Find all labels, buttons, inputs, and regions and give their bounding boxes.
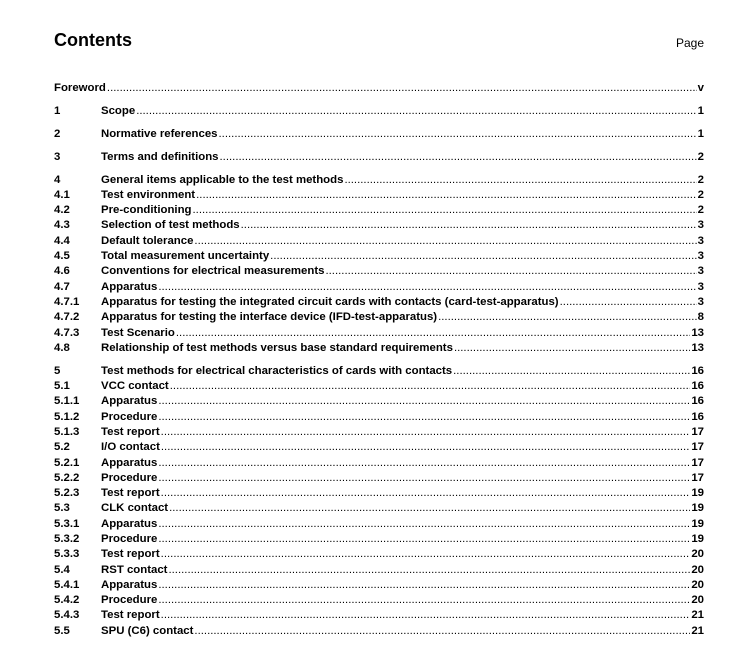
toc-dot-leader xyxy=(196,188,697,203)
toc-entry-title: Apparatus for testing the integrated circuit cards with contacts (card-test-apparatus) xyxy=(101,295,559,308)
toc-entry-number: 5.2.3 xyxy=(54,487,80,500)
toc-entry-5-1-1[interactable] xyxy=(54,394,704,409)
toc-entry-page: 17 xyxy=(691,425,704,438)
toc-dot-leader xyxy=(270,249,696,264)
toc-entry-number: 4.3 xyxy=(54,219,70,232)
toc-dot-leader xyxy=(161,547,691,562)
toc-entry-page: 2 xyxy=(697,188,704,201)
toc-entry-number: 4.7 xyxy=(54,280,70,293)
toc-entry-page: 17 xyxy=(691,471,704,484)
toc-entry-title: Relationship of test methods versus base standard requirements xyxy=(101,341,453,354)
toc-entry-title: Pre-conditioning xyxy=(101,204,192,217)
toc-entry-title: Selection of test methods xyxy=(101,219,240,232)
toc-entry-5[interactable] xyxy=(54,364,704,379)
toc-entry-page: 3 xyxy=(697,234,704,247)
toc-dot-leader xyxy=(161,608,691,623)
page-title: Contents xyxy=(54,30,132,50)
toc-entry-page: 16 xyxy=(691,380,704,393)
toc-entry-title: Normative references xyxy=(101,127,218,140)
toc-entry-number: 5.4.1 xyxy=(54,578,80,591)
toc-dot-leader xyxy=(220,150,697,165)
toc-entry-number: 3 xyxy=(54,150,61,163)
toc-entry-number: 4.4 xyxy=(54,234,70,247)
toc-entry-page: 19 xyxy=(691,517,704,530)
toc-entry-page: 1 xyxy=(697,104,704,117)
toc-entry-title: General items applicable to the test methods xyxy=(101,173,344,186)
toc-dot-leader xyxy=(161,425,691,440)
toc-dot-leader xyxy=(158,532,690,547)
toc-entry-4-7-1[interactable] xyxy=(54,295,704,310)
toc-entry-number: 5.2.1 xyxy=(54,456,80,469)
toc-dot-leader xyxy=(136,104,696,119)
toc-entry-page: 3 xyxy=(697,295,704,308)
toc-entry-page: 21 xyxy=(691,609,704,622)
toc-dot-leader xyxy=(344,173,696,188)
toc-entry-number: 1 xyxy=(54,104,61,117)
toc-entry-page: 3 xyxy=(697,280,704,293)
toc-dot-leader xyxy=(219,127,697,142)
toc-entry-title: Procedure xyxy=(101,471,158,484)
toc-entry-5-3-3[interactable] xyxy=(54,547,704,562)
toc-entry-title: CLK contact xyxy=(101,502,169,515)
toc-entry-title: I/O contact xyxy=(101,441,160,454)
toc-entry-page: 3 xyxy=(697,250,704,263)
toc-entry-number: 4.7.1 xyxy=(54,295,80,308)
toc-entry-number: 5.3.1 xyxy=(54,517,80,530)
toc-entry-page: 20 xyxy=(691,594,704,607)
toc-dot-leader xyxy=(170,379,691,394)
toc-dot-leader xyxy=(158,593,690,608)
toc-entry-page: 2 xyxy=(697,150,704,163)
toc-entry-page: 17 xyxy=(691,441,704,454)
toc-entry-number: 5.3.3 xyxy=(54,548,80,561)
toc-entry-5-2-3[interactable] xyxy=(54,486,704,501)
toc-dot-leader xyxy=(158,280,696,295)
toc-dot-leader xyxy=(158,456,690,471)
toc-entry-5-3-2[interactable] xyxy=(54,532,704,547)
toc-entry-number: 5 xyxy=(54,364,61,377)
toc-entry-title: Procedure xyxy=(101,410,158,423)
toc-entry-title: Test report xyxy=(101,487,160,500)
toc-entry-title: Procedure xyxy=(101,532,158,545)
toc-entry-number: 5.4.2 xyxy=(54,594,80,607)
toc-entry-5-4-2[interactable] xyxy=(54,593,704,608)
toc-entry-title: Terms and definitions xyxy=(101,150,219,163)
toc-dot-leader xyxy=(241,218,697,233)
toc-entry-title: Apparatus xyxy=(101,578,158,591)
toc-dot-leader xyxy=(194,234,696,249)
toc-entry-title: Foreword xyxy=(54,82,106,94)
toc-entry-title: Apparatus for testing the interface device (IFD-test-apparatus) xyxy=(101,311,438,324)
page-column-label: Page xyxy=(675,36,704,50)
toc-entry-4-6[interactable] xyxy=(54,264,704,279)
toc-dot-leader xyxy=(107,81,697,96)
toc-entry-number: 4.6 xyxy=(54,265,70,278)
toc-dot-leader xyxy=(161,486,691,501)
toc-dot-leader xyxy=(194,624,690,639)
toc-dot-leader xyxy=(168,563,690,578)
toc-entry-page: 21 xyxy=(691,624,704,637)
toc-entry-number: 5.1.2 xyxy=(54,410,80,423)
toc-dot-leader xyxy=(158,471,690,486)
toc-entry-5-2-2[interactable] xyxy=(54,471,704,486)
toc-entry-number: 5.3 xyxy=(54,502,70,515)
toc-entry-title: Apparatus xyxy=(101,517,158,530)
toc-entry-title: SPU (C6) contact xyxy=(101,624,194,637)
toc-entry-number: 5.2.2 xyxy=(54,471,80,484)
toc-entry-5-4[interactable] xyxy=(54,563,704,578)
toc-dot-leader xyxy=(169,501,690,516)
toc-dot-leader xyxy=(161,440,690,455)
toc-dot-leader xyxy=(158,578,690,593)
toc-entry-title: VCC contact xyxy=(101,380,169,393)
toc-entry-5-1[interactable] xyxy=(54,379,704,394)
toc-entry-title: Test environment xyxy=(101,188,196,201)
toc-entry-page: 16 xyxy=(691,364,704,377)
toc-entry-5-4-3[interactable] xyxy=(54,608,704,623)
toc-dot-leader xyxy=(158,394,690,409)
toc-entry-page: 19 xyxy=(691,487,704,500)
toc-entry-page: 19 xyxy=(691,502,704,515)
toc-entry-page: 8 xyxy=(697,311,704,324)
toc-entry-5-1-3[interactable] xyxy=(54,425,704,440)
toc-entry-title: Test Scenario xyxy=(101,326,175,339)
toc-entry-number: 4 xyxy=(54,173,61,186)
toc-entry-5-2[interactable] xyxy=(54,440,704,455)
toc-entry-title: Test report xyxy=(101,548,160,561)
toc-entry-page: 13 xyxy=(691,341,704,354)
toc-dot-leader xyxy=(193,203,697,218)
toc-entry-page: v xyxy=(697,82,704,94)
toc-entry-4-7[interactable] xyxy=(54,280,704,295)
toc-entry-title: Conventions for electrical measurements xyxy=(101,265,325,278)
toc-entry-number: 5.1.3 xyxy=(54,425,80,438)
toc-entry-number: 4.7.3 xyxy=(54,326,80,339)
toc-entry-page: 16 xyxy=(691,410,704,423)
toc-entry-page: 17 xyxy=(691,456,704,469)
toc-entry-4-1[interactable] xyxy=(54,188,704,203)
toc-entry-number: 2 xyxy=(54,127,61,140)
toc-entry-title: Test report xyxy=(101,609,160,622)
toc-entry-title: Test methods for electrical characteristics of cards with contacts xyxy=(101,364,453,377)
toc-entry-5-5[interactable] xyxy=(54,624,704,639)
toc-entry-title: Apparatus xyxy=(101,395,158,408)
toc-entry-page: 3 xyxy=(697,219,704,232)
toc-entry-number: 4.5 xyxy=(54,250,70,263)
toc-entry-title: RST contact xyxy=(101,563,168,576)
toc-entry-number: 5.4.3 xyxy=(54,609,80,622)
toc-entry-title: Procedure xyxy=(101,594,158,607)
toc-entry-number: 4.2 xyxy=(54,204,70,217)
toc-dot-leader xyxy=(438,310,697,325)
toc-entry-4-2[interactable] xyxy=(54,203,704,218)
toc-entry-title: Test report xyxy=(101,425,160,438)
toc-entry-number: 4.8 xyxy=(54,341,70,354)
toc-dot-leader xyxy=(158,517,690,532)
toc-entry-4-4[interactable] xyxy=(54,234,704,249)
toc-entry-title: Scope xyxy=(101,104,136,117)
toc-entry-4-7-3[interactable] xyxy=(54,326,704,341)
toc-entry-4-5[interactable] xyxy=(54,249,704,264)
toc-entry-5-3[interactable] xyxy=(54,501,704,516)
toc-entry-page: 2 xyxy=(697,173,704,186)
toc-entry-foreword[interactable] xyxy=(54,81,704,96)
toc-entry-page: 16 xyxy=(691,395,704,408)
toc-entry-title: Total measurement uncertainty xyxy=(101,250,270,263)
toc-entry-title: Apparatus xyxy=(101,280,158,293)
toc-entry-5-4-1[interactable] xyxy=(54,578,704,593)
toc-entry-number: 5.1 xyxy=(54,380,70,393)
toc-entry-5-1-2[interactable] xyxy=(54,410,704,425)
toc-entry-page: 20 xyxy=(691,578,704,591)
toc-entry-page: 3 xyxy=(697,265,704,278)
toc-entry-number: 5.4 xyxy=(54,563,70,576)
toc-entry-number: 5.5 xyxy=(54,624,70,637)
toc-entry-title: Default tolerance xyxy=(101,234,194,247)
toc-dot-leader xyxy=(325,264,696,279)
toc-dot-leader xyxy=(560,295,697,310)
toc-entry-page: 20 xyxy=(691,563,704,576)
toc-entry-number: 5.3.2 xyxy=(54,532,80,545)
toc-entry-number: 4.7.2 xyxy=(54,311,80,324)
toc-entry-1[interactable] xyxy=(54,104,704,119)
toc-entry-5-3-1[interactable] xyxy=(54,517,704,532)
toc-dot-leader xyxy=(176,326,690,341)
toc-entry-title: Apparatus xyxy=(101,456,158,469)
toc-entry-3[interactable] xyxy=(54,150,704,165)
toc-entry-5-2-1[interactable] xyxy=(54,456,704,471)
toc-dot-leader xyxy=(158,410,690,425)
toc-entry-4[interactable] xyxy=(54,173,704,188)
toc-entry-4-8[interactable] xyxy=(54,341,704,356)
toc-dot-leader xyxy=(454,341,690,356)
toc-entry-2[interactable] xyxy=(54,127,704,142)
toc-entry-number: 5.2 xyxy=(54,441,70,454)
toc-entry-page: 19 xyxy=(691,532,704,545)
toc-entry-number: 4.1 xyxy=(54,188,70,201)
toc-entry-page: 2 xyxy=(697,204,704,217)
toc-entry-page: 13 xyxy=(691,326,704,339)
toc-dot-leader xyxy=(453,364,690,379)
table-of-contents xyxy=(54,81,704,639)
toc-entry-page: 20 xyxy=(691,548,704,561)
toc-entry-page: 1 xyxy=(697,127,704,140)
toc-entry-number: 5.1.1 xyxy=(54,395,80,408)
toc-entry-4-7-2[interactable] xyxy=(54,310,704,325)
toc-entry-4-3[interactable] xyxy=(54,218,704,233)
